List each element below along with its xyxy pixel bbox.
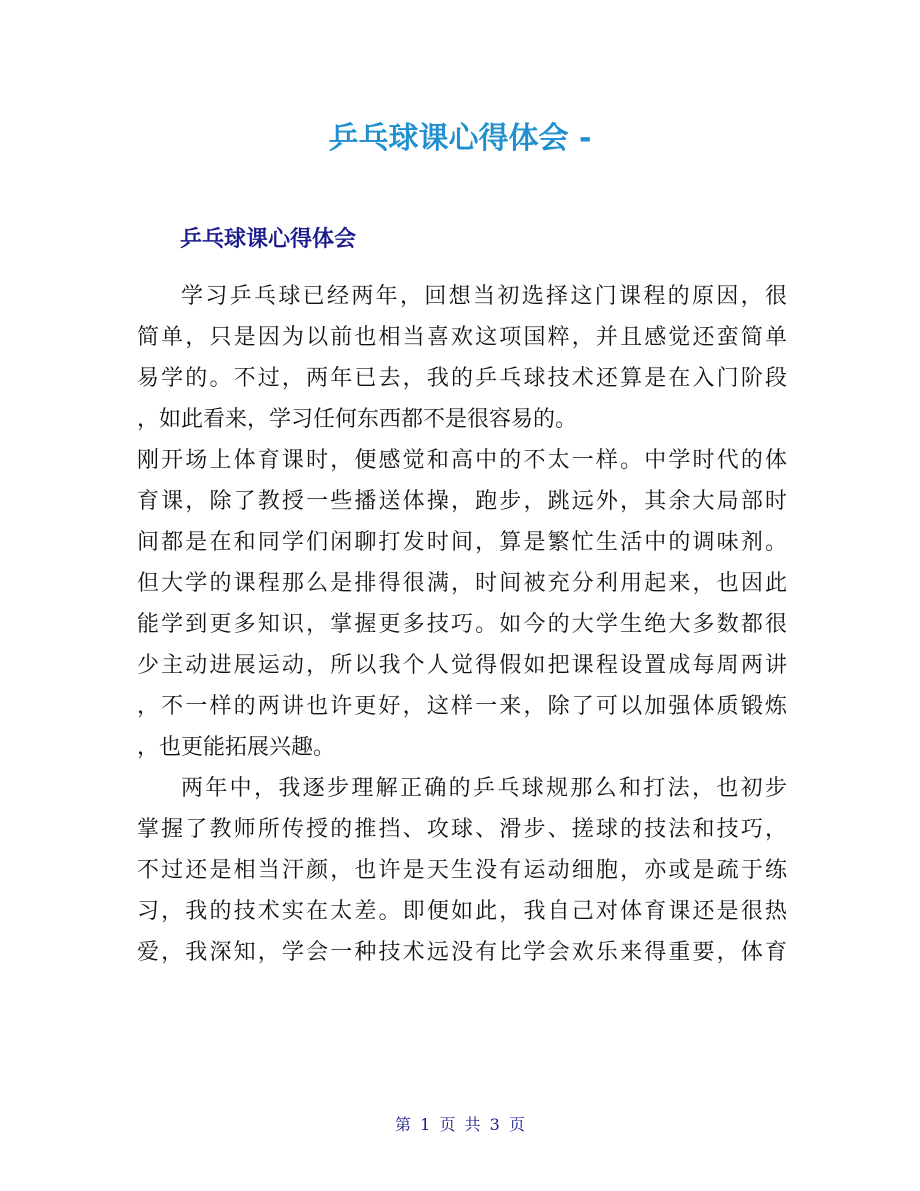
footer-total-pages: 3 bbox=[489, 1115, 500, 1134]
text-line: 育课，除了教授一些播送体操，跑步，跳远外，其余大局部时 bbox=[137, 489, 787, 514]
text-line: 爱，我深知，学会一种技术远没有比学会欢乐来得重要，体育 bbox=[137, 940, 787, 965]
body-text bbox=[137, 276, 787, 973]
text-line: 但大学的课程那么是排得很满，时间被充分利用起来，也因此 bbox=[137, 571, 787, 596]
text-line: ，不一样的两讲也许更好，这样一来，除了可以加强体质锻炼 bbox=[137, 694, 787, 719]
document-title: 乒乓球课心得体会 - bbox=[328, 121, 592, 156]
text-line: 刚开场上体育课时，便感觉和高中的不太一样。中学时代的体 bbox=[137, 448, 787, 473]
footer-page-unit: 页 bbox=[439, 1115, 456, 1134]
footer-total-word: 共 bbox=[464, 1115, 481, 1134]
text-line: 两年中，我逐步理解正确的乒乓球规那么和打法，也初步 bbox=[181, 776, 787, 801]
footer-current-page: 1 bbox=[420, 1115, 431, 1134]
text-line: 间都是在和同学们闲聊打发时间，算是繁忙生活中的调味剂。 bbox=[137, 530, 787, 555]
footer-total-unit: 页 bbox=[508, 1115, 525, 1134]
footer-page-word: 第 bbox=[395, 1115, 412, 1134]
text-line: 不过还是相当汗颜，也许是天生没有运动细胞，亦或是疏于练 bbox=[137, 858, 787, 883]
section-heading: 乒乓球课心得体会 bbox=[180, 227, 357, 252]
text-line: 少主动进展运动，所以我个人觉得假如把课程设置成每周两讲 bbox=[137, 653, 787, 678]
text-line: 掌握了教师所传授的推挡、攻球、滑步、搓球的技法和技巧， bbox=[137, 817, 787, 842]
text-line: 简单，只是因为以前也相当喜欢这项国粹，并且感觉还蛮简单 bbox=[137, 325, 787, 350]
text-line: ，如此看来，学习任何东西都不是很容易的。 bbox=[137, 407, 578, 432]
text-line: 易学的。不过，两年已去，我的乒乓球技术还算是在入门阶段 bbox=[137, 366, 787, 391]
page-footer bbox=[0, 1113, 920, 1137]
text-line: 学习乒乓球已经两年，回想当初选择这门课程的原因，很 bbox=[181, 284, 787, 309]
text-line: 习，我的技术实在太差。即便如此，我自己对体育课还是很热 bbox=[137, 899, 787, 924]
text-line: 能学到更多知识，掌握更多技巧。如今的大学生绝大多数都很 bbox=[137, 612, 787, 637]
text-line: ，也更能拓展兴趣。 bbox=[137, 735, 336, 760]
